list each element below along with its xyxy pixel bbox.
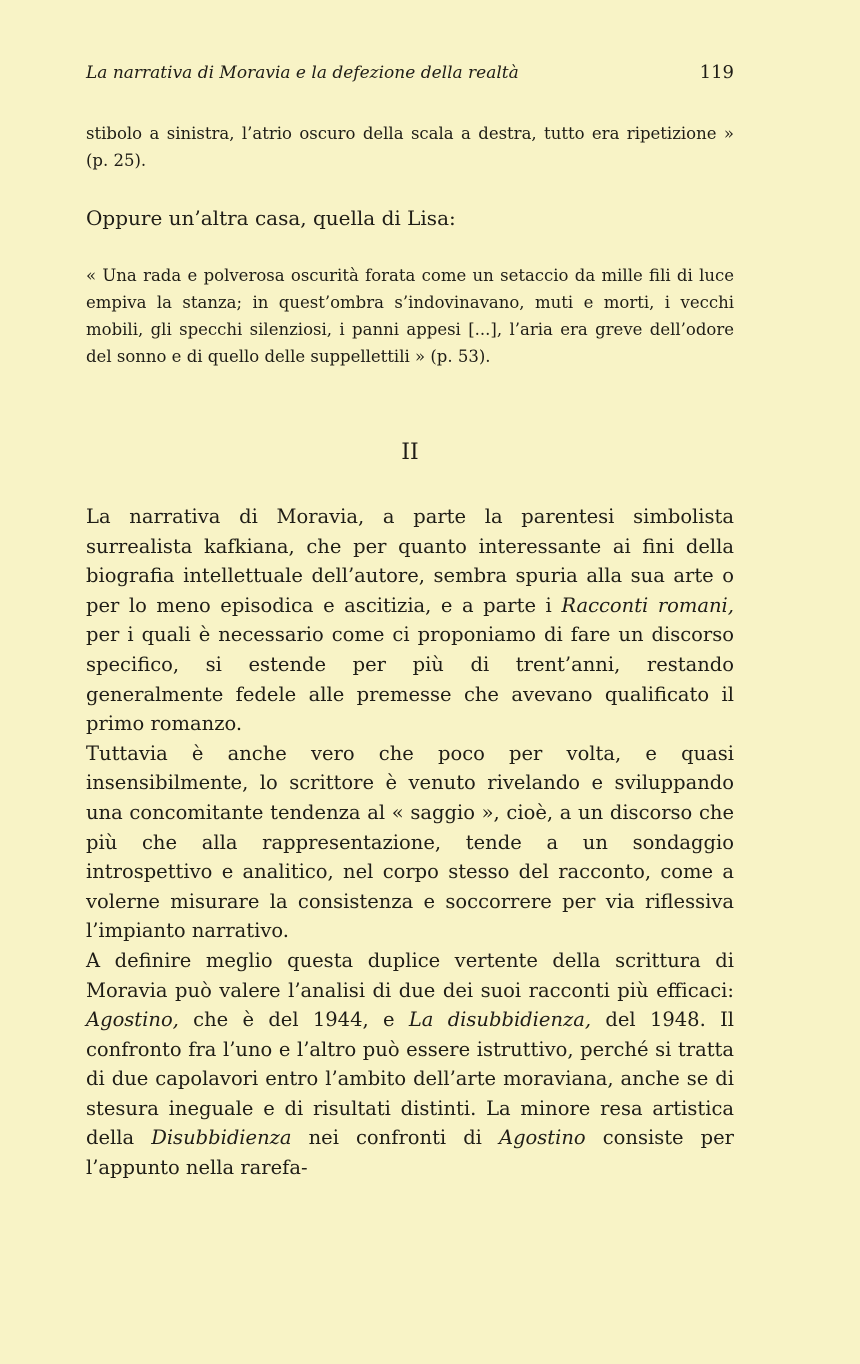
section-numeral: II (401, 440, 419, 465)
title-disubbidienza: Disubbidienza (151, 1126, 292, 1150)
paragraph-2: Tuttavia è anche vero che poco per volta, e quasi insensibilmente, lo scrittore è venuto rivelando e sviluppando una concomitante tendenza al « saggio », cioè, a un discorso che più che alla rappresentazione, tende a un sondaggio introspettivo e analitico, nel corpo stesso del racconto, come a volerne misurare la consistenza e soccorrere per via riflessiva l’impianto narrativo. (86, 741, 734, 943)
quote-continuation: stibolo a sinistra, l’atrio oscuro della scala a destra, tutto era ripetizione » (p. 25). (86, 124, 734, 170)
intro-sentence: Oppure un’altra casa, quella di Lisa: (86, 206, 456, 230)
page-header (86, 62, 734, 83)
paragraph-1: La narrativa di Moravia, a parte la parentesi simbolista surrealista kafkiana, che per quanto interessante ai fini della biografia intellettuale dell’autore, sembra spuria alla sua arte o per lo meno episodica e ascitizia, e a parte i Racconti romani, per i quali è necessario come ci proponiamo di fare un discorso specifico, si estende per più di trent’anni, restando generalmente fedele alle premesse che avevano qualificato il primo romanzo. (86, 505, 734, 736)
title-agostino-2: Agostino (498, 1126, 586, 1150)
page-number: 119 (699, 62, 734, 83)
title-racconti-romani: Racconti romani, (561, 593, 734, 617)
title-la-disubbidienza: La disubbidienza, (408, 1008, 592, 1032)
body-text (86, 502, 734, 1183)
running-title: La narrativa di Moravia e la defezione della realtà (86, 63, 519, 83)
paragraph-3: A definire meglio questa duplice vertente della scrittura di Moravia può valere l’analisi di due dei suoi racconti più efficaci: Agostino, che è del 1944, e La disubbidienza, del 1948. Il confronto fra l’uno e l’altro può essere istruttivo, perché si tratta di due capolavori entro l’ambito dell’arte moraviana, anche se di stesura ineguale e di risultati distinti. La minore resa artistica della Disubbidienza nei confronti di Agostino consiste per l’appunto nella rarefa- (86, 948, 735, 1180)
quote-block: « Una rada e polverosa oscurità forata come un setaccio da mille fili di luce empiva la stanza; in quest’ombra s’indovinavano, muti e morti, i vecchi mobili, gli specchi silenziosi, i panni appesi [...], l’aria era greve dell’odore del sonno e di quello delle suppellettili » (p. 53). (86, 266, 734, 366)
title-agostino: Agostino, (86, 1008, 179, 1032)
